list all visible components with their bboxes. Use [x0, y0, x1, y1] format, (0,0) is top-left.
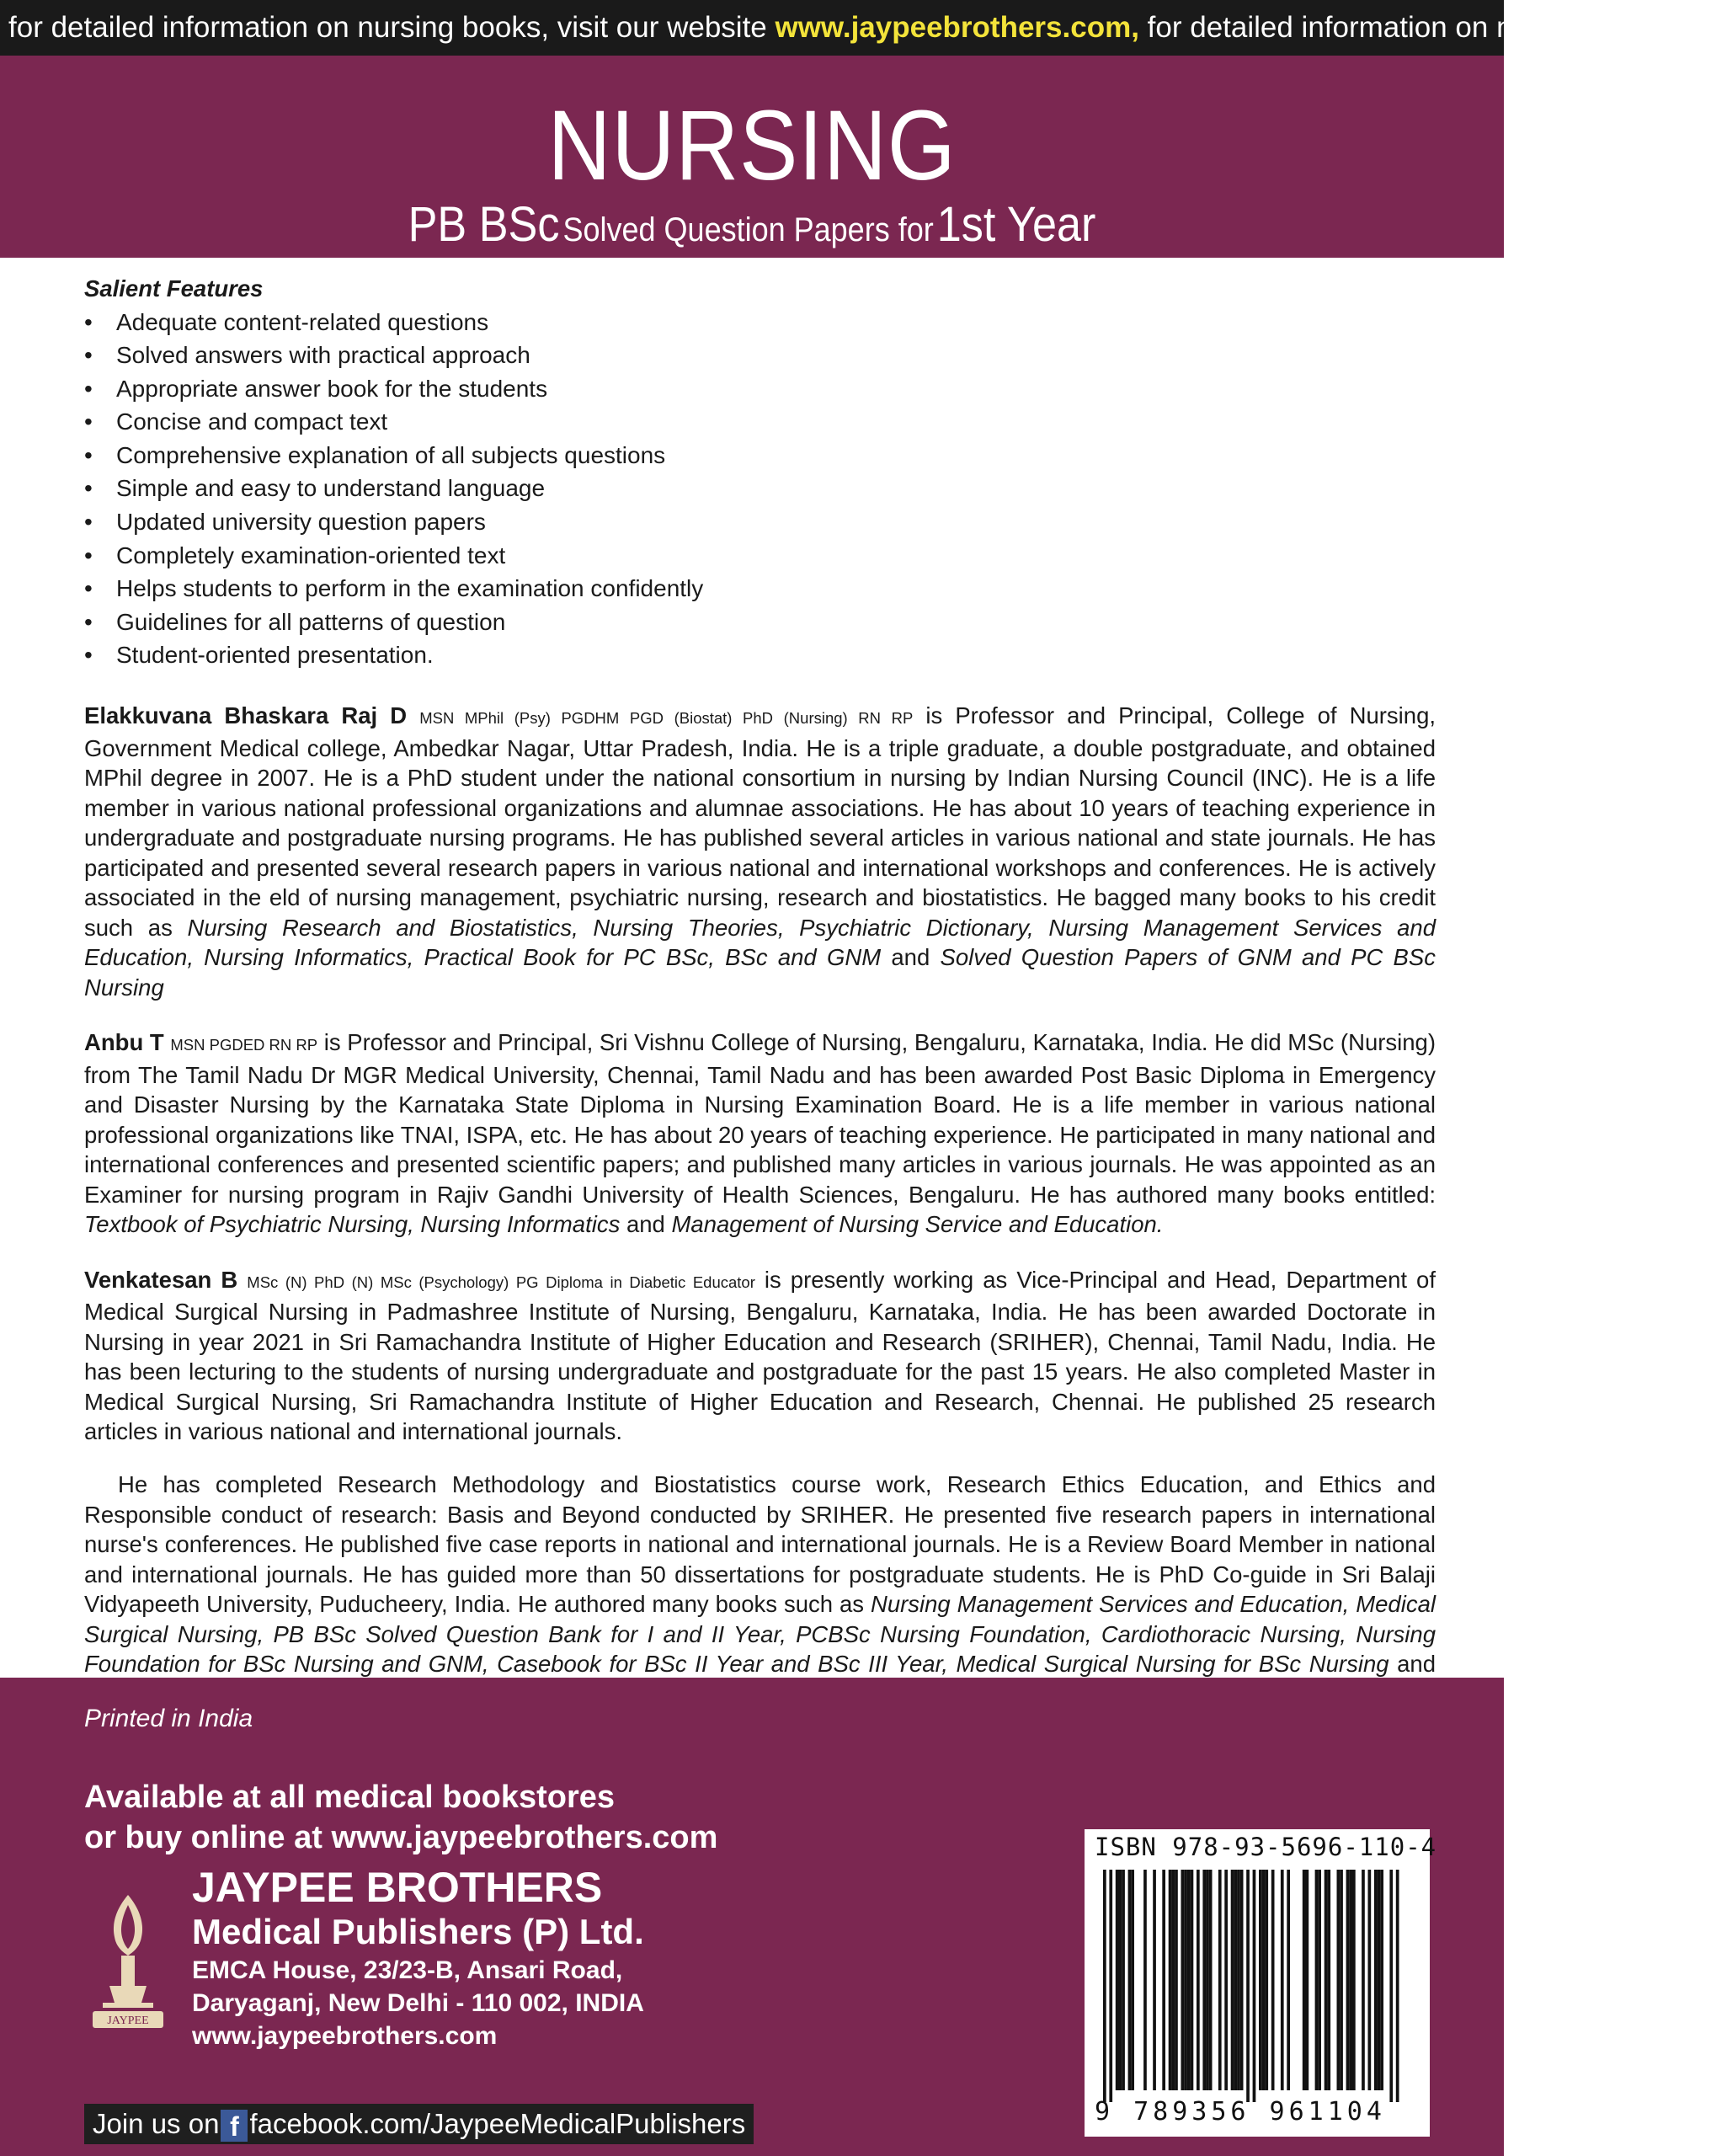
- banner-text: for detailed information on nursing books, visit our website: [8, 11, 776, 44]
- author-bio-1: [84, 701, 1436, 1002]
- logo-text: JAYPEE: [107, 2015, 149, 2027]
- facebook-icon: f: [221, 2110, 248, 2142]
- author-books-last: Solved Question Papers of GNM and PC BSc Nursing: [84, 944, 1436, 1001]
- barcode-bar: [1262, 1870, 1266, 2090]
- barcode-bar: [1169, 1870, 1172, 2090]
- barcode-bar: [1143, 1870, 1147, 2090]
- barcode-bar: [1380, 1870, 1383, 2090]
- feature-item: • Simple and easy to understand language: [84, 472, 1436, 505]
- banner-website-link[interactable]: www.jaypeebrothers.com,: [775, 11, 1139, 44]
- author-name: Anbu T: [84, 1029, 164, 1056]
- barcode-bar: [1162, 1870, 1165, 2090]
- barcode-bar: [1218, 1870, 1222, 2090]
- feature-item: • Solved answers with practical approach: [84, 339, 1436, 372]
- barcode-bars: [1085, 1829, 1430, 2137]
- feature-item: • Helps students to perform in the examination confidently: [84, 572, 1436, 606]
- author-books: Textbook of Psychiatric Nursing, Nursing Informatics: [84, 1211, 621, 1238]
- author-books-last: Management of Nursing Service and Education.: [671, 1211, 1164, 1238]
- barcode-bar: [1109, 1870, 1112, 2102]
- barcode-bar: [1259, 1870, 1262, 2090]
- feature-item: • Student-oriented presentation.: [84, 638, 1436, 672]
- barcode-bar: [1287, 1870, 1290, 2090]
- publisher-block: [192, 1865, 644, 2052]
- availability-line-2[interactable]: or buy online at www.jaypeebrothers.com: [84, 1820, 718, 1855]
- isbn-barcode: [1085, 1829, 1437, 2137]
- barcode-bar: [1119, 1870, 1122, 2090]
- author-bio-text: He has completed Research Methodology and Biostatistics course work, Research Ethics Education, and Ethics and Responsible conduct of research: Basis and Beyond conducted by SRIHER. He presented five research papers in international nurse's conferences. He published five case reports in national and international journals. He is a Review Board Member in national and international journals. He has guided more than 50 dissertations for postgraduate students. He is PhD Co-guide in Sri Balaji Vidyapeeth University, Puducheery, India. He authored many books such as: [84, 1471, 1436, 1618]
- barcode-bar: [1396, 1870, 1399, 2102]
- feature-item: • Updated university question papers: [84, 505, 1436, 539]
- features-list: [84, 306, 1436, 673]
- printed-in-label: Printed in India: [84, 1705, 253, 1732]
- barcode-bar: [1271, 1870, 1275, 2090]
- bio-connector: and: [891, 944, 930, 971]
- feature-item: • Appropriate answer book for the students: [84, 372, 1436, 406]
- footer: [0, 1678, 1504, 2156]
- publisher-website[interactable]: www.jaypeebrothers.com: [192, 2022, 498, 2050]
- barcode-bar: [1346, 1870, 1350, 2090]
- author-bio-2: [84, 1027, 1436, 1240]
- barcode-bar: [1175, 1870, 1178, 2090]
- author-books: Nursing Research and Biostatistics, Nursing Theories, Psychiatric Dictionary, Nursing Management Services and Education, Nursing Informatics, Practical Book for PC BSc, BSc and GNM: [84, 914, 1436, 971]
- barcode-bar: [1209, 1870, 1213, 2090]
- barcode-bar: [1237, 1870, 1240, 2090]
- barcode-bar: [1128, 1870, 1132, 2090]
- barcode-bar: [1181, 1870, 1185, 2090]
- barcode-bar: [1103, 1870, 1106, 2102]
- author-qualifications: MSN PGDED RN RP: [170, 1036, 318, 1054]
- availability-line-1: Available at all medical bookstores: [84, 1780, 616, 1815]
- banner-text-repeat: for detailed information on nursing books, v: [1138, 11, 1711, 44]
- author-bio-text: is Professor and Principal, Sri Vishnu College of Nursing, Bengaluru, Karnataka, India. He did MSc (Nursing) from The Tamil Nadu Dr MGR Medical University, Chennai, Tamil Nadu and has been awarded Post Basic Diploma in Emergency and Disaster Nursing by the Karnataka State Diploma in Nursing Examination Board. He is a life member in various national professional organizations like TNAI, ISPA, etc. He has about 20 years of teaching experience. He participated in many national and international conferences and presented scientific papers; and published many articles in various journals. He was appointed as an Examiner for nursing program in Rajiv Gandhi University of Health Sciences, Bengaluru. He has authored many books entitled:: [84, 1029, 1436, 1208]
- author-bio-3-continued: [84, 1470, 1436, 1709]
- barcode-bar: [1187, 1870, 1191, 2090]
- bio-connector: and: [626, 1211, 665, 1238]
- barcode-bar: [1131, 1870, 1134, 2090]
- social-join-bar[interactable]: [84, 2104, 754, 2144]
- barcode-bar: [1389, 1870, 1393, 2102]
- title-header: [0, 56, 1504, 258]
- publisher-name: JAYPEE BROTHERS: [192, 1864, 603, 1911]
- facebook-url[interactable]: facebook.com/JaypeeMedicalPublishers: [249, 2108, 746, 2139]
- availability-text: [84, 1777, 717, 1858]
- author-name: Elakkuvana Bhaskara Raj D: [84, 702, 408, 729]
- barcode-bar: [1352, 1870, 1356, 2090]
- barcode-bar: [1224, 1870, 1228, 2090]
- feature-item: • Completely examination-oriented text: [84, 539, 1436, 573]
- barcode-bar: [1246, 1870, 1250, 2102]
- publisher-subname: Medical Publishers (P) Ltd.: [192, 1912, 644, 1951]
- publisher-address-1: EMCA House, 23/23-B, Ansari Road,: [192, 1956, 623, 1984]
- publisher-address-2: Daryaganj, New Delhi - 110 002, INDIA: [192, 1989, 644, 2017]
- subtitle-program: PB BSc: [408, 197, 560, 252]
- barcode-bar: [1240, 1870, 1244, 2090]
- features-heading: Salient Features: [84, 275, 264, 302]
- author-bio-text: is presently working as Vice-Principal and Head, Department of Medical Surgical Nursing in Padmashree Institute of Nursing, Bengaluru, Karnataka, India. He has been awarded Doctorate in Nursing in year 2021 in Sri Ramachandra Institute of Higher Education and Research (SRIHER), Chennai, Tamil Nadu, India. He has been lecturing to the students of nursing undergraduate and postgraduate for the past 15 years. He also completed Master in Medical Surgical Nursing, Sri Ramachandra Institute of Higher Education and Research, Chennai. He published 25 research articles in various national and international journals.: [84, 1266, 1436, 1445]
- barcode-bar: [1265, 1870, 1268, 2090]
- subtitle-year: 1st Year: [936, 197, 1096, 252]
- barcode-bar: [1318, 1870, 1321, 2090]
- barcode-bar: [1306, 1870, 1309, 2090]
- author-name: Venkatesan B: [84, 1266, 238, 1293]
- barcode-bar: [1234, 1870, 1237, 2090]
- barcode-bar: [1171, 1870, 1175, 2090]
- barcode-bar: [1337, 1870, 1341, 2090]
- barcode-bar: [1231, 1870, 1234, 2090]
- barcode-bar: [1206, 1870, 1209, 2090]
- isbn-label: ISBN 978-93-5696-110-4: [1095, 1833, 1437, 1861]
- jaypee-logo-icon: [86, 1888, 170, 2031]
- barcode-digits: 9 789356 961104: [1095, 2097, 1386, 2127]
- book-subtitle: [75, 195, 1428, 267]
- barcode-bar: [1122, 1870, 1125, 2090]
- barcode-bar: [1340, 1870, 1343, 2090]
- author-qualifications: MSN MPhil (Psy) PGDHM PGD (Biostat) PhD (Nursing) RN RP: [419, 709, 914, 728]
- barcode-bar: [1325, 1870, 1328, 2090]
- barcode-bar: [1281, 1870, 1284, 2090]
- feature-item: • Guidelines for all patterns of question: [84, 606, 1436, 639]
- book-title: NURSING: [547, 90, 957, 201]
- barcode-bar: [1303, 1870, 1306, 2090]
- barcode-bar: [1116, 1870, 1119, 2090]
- barcode-bar: [1253, 1870, 1256, 2102]
- barcode-bar: [1153, 1870, 1156, 2090]
- author-qualifications: MSc (N) PhD (N) MSc (Psychology) PG Diploma in Diabetic Educator: [247, 1273, 755, 1291]
- top-banner: [0, 0, 1711, 56]
- author-books: Nursing Management Services and Education, Medical Surgical Nursing, PB BSc Solved Question Bank for I and II Year, PCBSc Nursing Foundation, Cardiothoracic Nursing, Nursing Foundation for BSc Nursing and GNM, Casebook for BSc II Year and BSc III Year, Medical Surgical Nursing for BSc Nursing: [84, 1591, 1436, 1678]
- feature-item: • Adequate content-related questions: [84, 306, 1436, 339]
- author-bio-text: is Professor and Principal, College of Nursing, Government Medical college, Ambedkar Nagar, Uttar Pradesh, India. He is a triple graduate, a double postgraduate, and obtained MPhil degree in 2007. He is a PhD student under the national consortium in nursing by Indian Nursing Council (INC). He is a life member in various national professional organizations and alumnae associations. He has about 10 years of teaching experience in undergraduate and postgraduate nursing programs. He has published several articles in various national and state journals. He has participated and presented several research papers in various national and international workshops and conferences. He is actively associated in the eld of nursing management, psychiatric nursing, research and biostatistics. He bagged many books to his credit such as: [84, 702, 1436, 941]
- join-label: Join us on: [93, 2108, 220, 2139]
- barcode-bar: [1378, 1870, 1381, 2090]
- feature-item: • Concise and compact text: [84, 405, 1436, 439]
- barcode-bar: [1362, 1870, 1365, 2090]
- barcode-bar: [1202, 1870, 1206, 2090]
- barcode-bar: [1191, 1870, 1194, 2090]
- subtitle-description: Solved Question Papers for: [562, 211, 934, 248]
- main-content: [84, 274, 1436, 1732]
- barcode-bar: [1368, 1870, 1372, 2090]
- barcode-bar: [1374, 1870, 1378, 2090]
- bio-connector: and: [1397, 1651, 1436, 1678]
- barcode-bar: [1349, 1870, 1352, 2090]
- feature-item: • Comprehensive explanation of all subjects questions: [84, 439, 1436, 472]
- author-bio-3: [84, 1265, 1436, 1447]
- barcode-bar: [1197, 1870, 1200, 2090]
- barcode-bar: [1184, 1870, 1187, 2090]
- barcode-bar: [1327, 1870, 1330, 2090]
- barcode-bar: [1315, 1870, 1319, 2090]
